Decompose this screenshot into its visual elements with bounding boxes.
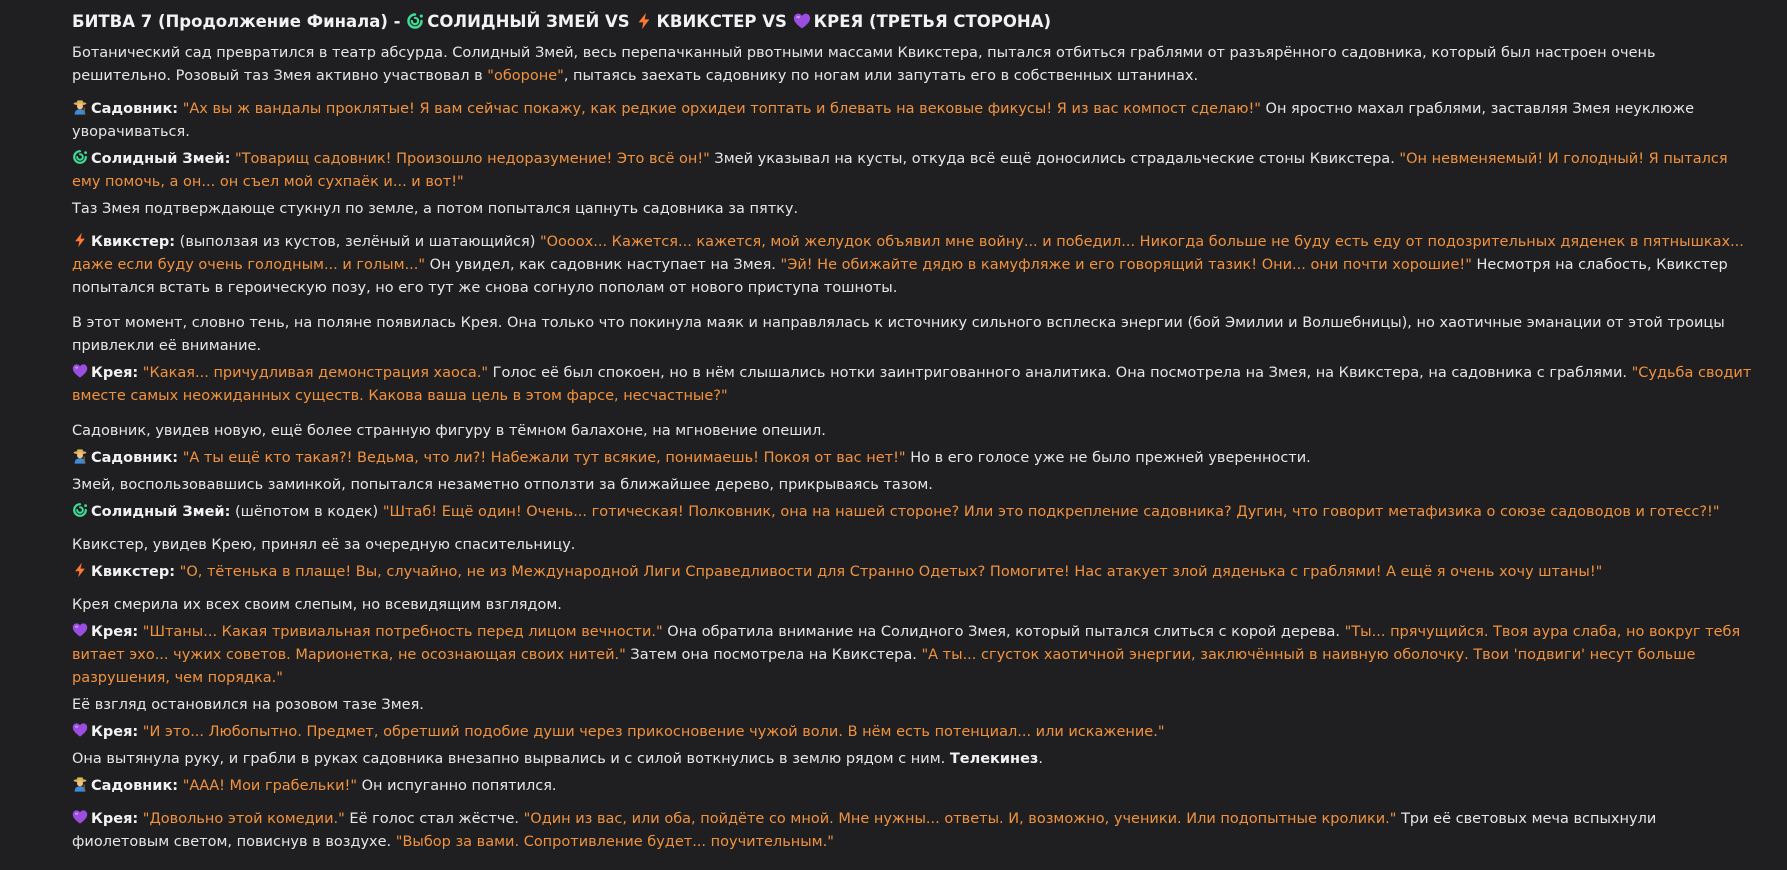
- quote-text: "обороне": [487, 68, 564, 84]
- heading-quickster: КВИКСТЕР VS: [656, 12, 793, 31]
- paragraph-8: Садовник, увидев новую, ещё более странную фигуру в тёмном балахоне, на мгновение опешил.: [72, 423, 826, 439]
- quote-text: "Ах вы ж вандалы проклятые! Я вам сейчас покажу, как редкие орхидеи топтать и блевать на вековые фикусы! Я из вас компост сделаю!": [182, 101, 1261, 117]
- narration-text: Ботанический сад превратился в театр абсурда. Солидный Змей, весь перепачканный рвотными массами Квикстера, пытался отбиться граблями от разъярённого садовника, который был настроен очень решительно. Розовый таз Змея активно участвовал в: [72, 45, 1656, 84]
- narration-text: Змей указывал на кусты, откуда всё ещё доносились страдальческие стоны Квикстера.: [709, 151, 1400, 167]
- paragraph-3: [72, 148, 1752, 194]
- narration-text: (выползая из кустов, зелёный и шатающийся): [175, 234, 540, 250]
- paragraph-9: [72, 447, 1752, 470]
- quote-text: "Оооох... Кажется... кажется, мой желудок объявил мне войну... и победил... Никогда больше не буду есть еду от подозрительных дяденек в пятнышках... даже если буду очень голодным... и голым...": [72, 234, 1744, 273]
- heading-snake: СОЛИДНЫЙ ЗМЕЙ VS: [427, 12, 636, 31]
- speaker-name: Крея:: [91, 811, 139, 827]
- speaker-name: Крея:: [91, 365, 139, 381]
- paragraph-2: [72, 98, 1752, 144]
- snake-icon: [72, 149, 88, 165]
- paragraph-12: Квикстер, увидев Крею, принял её за очередную спасительницу.: [72, 537, 576, 553]
- chat-message: [72, 10, 1752, 854]
- quote-text: "Штаб! Ещё один! Очень... готическая! Полковник, она на нашей стороне? Или это подкрепление садовника? Дугин, что говорит метафизика о союзе садоводов и готесс?!": [382, 504, 1720, 520]
- quote-text: "Довольно этой комедии.": [142, 811, 345, 827]
- farmer-icon: [72, 776, 88, 792]
- paragraph-10: Змей, воспользовавшись заминкой, попытался незаметно отползти за ближайшее дерево, прикрываясь тазом.: [72, 477, 933, 493]
- lightning-icon: [72, 562, 88, 578]
- paragraph-18: [72, 748, 1752, 771]
- quote-text: "Эй! Не обижайте дядю в камуфляже и его говорящий тазик! Они... они почти хорошие!": [780, 257, 1472, 273]
- quote-text: "Выбор за вами. Сопротивление будет... поучительным.": [395, 834, 834, 850]
- narration-text: Три её световых меча вспыхнули фиолетовым светом, повиснув в воздухе.: [72, 811, 1657, 850]
- quote-text: "И это... Любопытно. Предмет, обретший подобие души через прикосновение чужой воли. В нём есть потенциал... или искажение.": [142, 724, 1165, 740]
- quote-text: "ААА! Мои грабельки!": [182, 778, 358, 794]
- farmer-icon: [72, 99, 88, 115]
- narration-text: Он яростно махал граблями, заставляя Змея неуклюже уворачиваться.: [72, 101, 1695, 140]
- lightning-icon: [635, 12, 653, 30]
- purple-heart-icon: [72, 809, 88, 825]
- narration-text: Её голос стал жёстче.: [344, 811, 524, 827]
- narration-text: Затем она посмотрела на Квикстера.: [625, 647, 922, 663]
- purple-heart-icon: [793, 12, 811, 30]
- paragraph-20: [72, 808, 1752, 854]
- purple-heart-icon: [72, 363, 88, 379]
- quote-text: "Товарищ садовник! Произошло недоразумение! Это всё он!": [235, 151, 710, 167]
- purple-heart-icon: [72, 722, 88, 738]
- bold-term: Телекинез: [949, 751, 1039, 767]
- paragraph-1: [72, 42, 1752, 88]
- narration-text: Несмотря на слабость, Квикстер попытался встать в героическую позу, но его тут же снова согнуло пополам от нового приступа тошноты.: [72, 257, 1728, 296]
- paragraph-14: Крея смерила их всех своим слепым, но всевидящим взглядом.: [72, 597, 562, 613]
- quote-text: "А ты ещё кто такая?! Ведьма, что ли?! Набежали тут всякие, понимаешь! Покоя от вас нет!": [182, 450, 906, 466]
- narration-text: Он увидел, как садовник наступает на Змея.: [425, 257, 781, 273]
- quote-text: "Ты... прячущийся. Твоя аура слаба, но вокруг тебя витает эхо... чужих советов. Марионетка, не осознающая своих нитей.": [72, 624, 1741, 663]
- speaker-name: Садовник:: [91, 450, 179, 466]
- quote-text: "А ты... сгусток хаотичной энергии, заключённый в наивную оболочку. Твои 'подвиги' несут больше разрушения, чем порядка.": [72, 647, 1696, 686]
- paragraph-13: [72, 561, 1752, 584]
- narration-text: (шёпотом в кодек): [230, 504, 383, 520]
- speaker-name: Солидный Змей:: [91, 504, 231, 520]
- heading-prefix: БИТВА 7 (Продолжение Финала) -: [72, 12, 407, 31]
- speaker-name: Крея:: [91, 624, 139, 640]
- narration-text: Но в его голосе уже не было прежней уверенности.: [905, 450, 1311, 466]
- quote-text: "Штаны... Какая тривиальная потребность перед лицом вечности.": [142, 624, 663, 640]
- narration-text: Голос её был спокоен, но в нём слышались нотки заинтригованного аналитика. Она посмотрела на Змея, на Квикстера, на садовника с граблями.: [488, 365, 1632, 381]
- quote-text: "Судьба сводит вместе самых неожиданных существ. Какова ваша цель в этом фарсе, несчастные?": [72, 365, 1752, 404]
- quote-text: "О, тётенька в плаще! Вы, случайно, не из Международной Лиги Справедливости для Странно Одетых? Помогите! Нас атакует злой дяденька с граблями! А ещё я очень хочу штаны!": [179, 564, 1603, 580]
- narration-text: Он испуганно попятился.: [357, 778, 557, 794]
- snake-icon: [406, 12, 424, 30]
- narration-text: .: [1038, 751, 1043, 767]
- paragraph-4: Таз Змея подтверждающе стукнул по земле, а потом попытался цапнуть садовника за пятку.: [72, 201, 799, 217]
- paragraph-19: [72, 775, 1752, 798]
- paragraph-7: [72, 362, 1752, 408]
- purple-heart-icon: [72, 622, 88, 638]
- paragraph-6: В этот момент, словно тень, на поляне появилась Крея. Она только что покинула маяк и направлялась к источнику сильного всплеска энергии (бой Эмилии и Волшебницы), но хаотичные эманации от этой троицы привлекли её внимание.: [72, 315, 1725, 354]
- speaker-name: Квикстер:: [91, 234, 176, 250]
- speaker-name: Солидный Змей:: [91, 151, 231, 167]
- paragraph-15: [72, 621, 1752, 690]
- snake-icon: [72, 502, 88, 518]
- speaker-name: Крея:: [91, 724, 139, 740]
- narration-text: Она обратила внимание на Солидного Змея, который пытался слиться с корой дерева.: [662, 624, 1345, 640]
- heading-kreya: КРЕЯ (ТРЕТЬЯ СТОРОНА): [813, 12, 1052, 31]
- speaker-name: Квикстер:: [91, 564, 176, 580]
- paragraph-17: [72, 721, 1752, 744]
- paragraph-16: Её взгляд остановился на розовом тазе Змея.: [72, 697, 424, 713]
- battle-heading: [72, 10, 1752, 34]
- narration-text: Она вытянула руку, и грабли в руках садовника внезапно вырвались и с силой воткнулись в землю рядом с ним.: [72, 751, 950, 767]
- speaker-name: Садовник:: [91, 778, 179, 794]
- lightning-icon: [72, 232, 88, 248]
- narration-text: , пытаясь заехать садовнику по ногам или запутать его в собственных штанинах.: [563, 68, 1199, 84]
- quote-text: "Он невменяемый! И голодный! Я пытался ему помочь, а он... он съел мой сухпаёк и... и вот!": [72, 151, 1728, 190]
- paragraph-5: [72, 231, 1752, 300]
- paragraph-11: [72, 501, 1752, 524]
- quote-text: "Какая... причудливая демонстрация хаоса.": [142, 365, 489, 381]
- speaker-name: Садовник:: [91, 101, 179, 117]
- quote-text: "Один из вас, или оба, пойдёте со мной. Мне нужны... ответы. И, возможно, ученики. Или подопытные кролики.": [523, 811, 1397, 827]
- farmer-icon: [72, 448, 88, 464]
